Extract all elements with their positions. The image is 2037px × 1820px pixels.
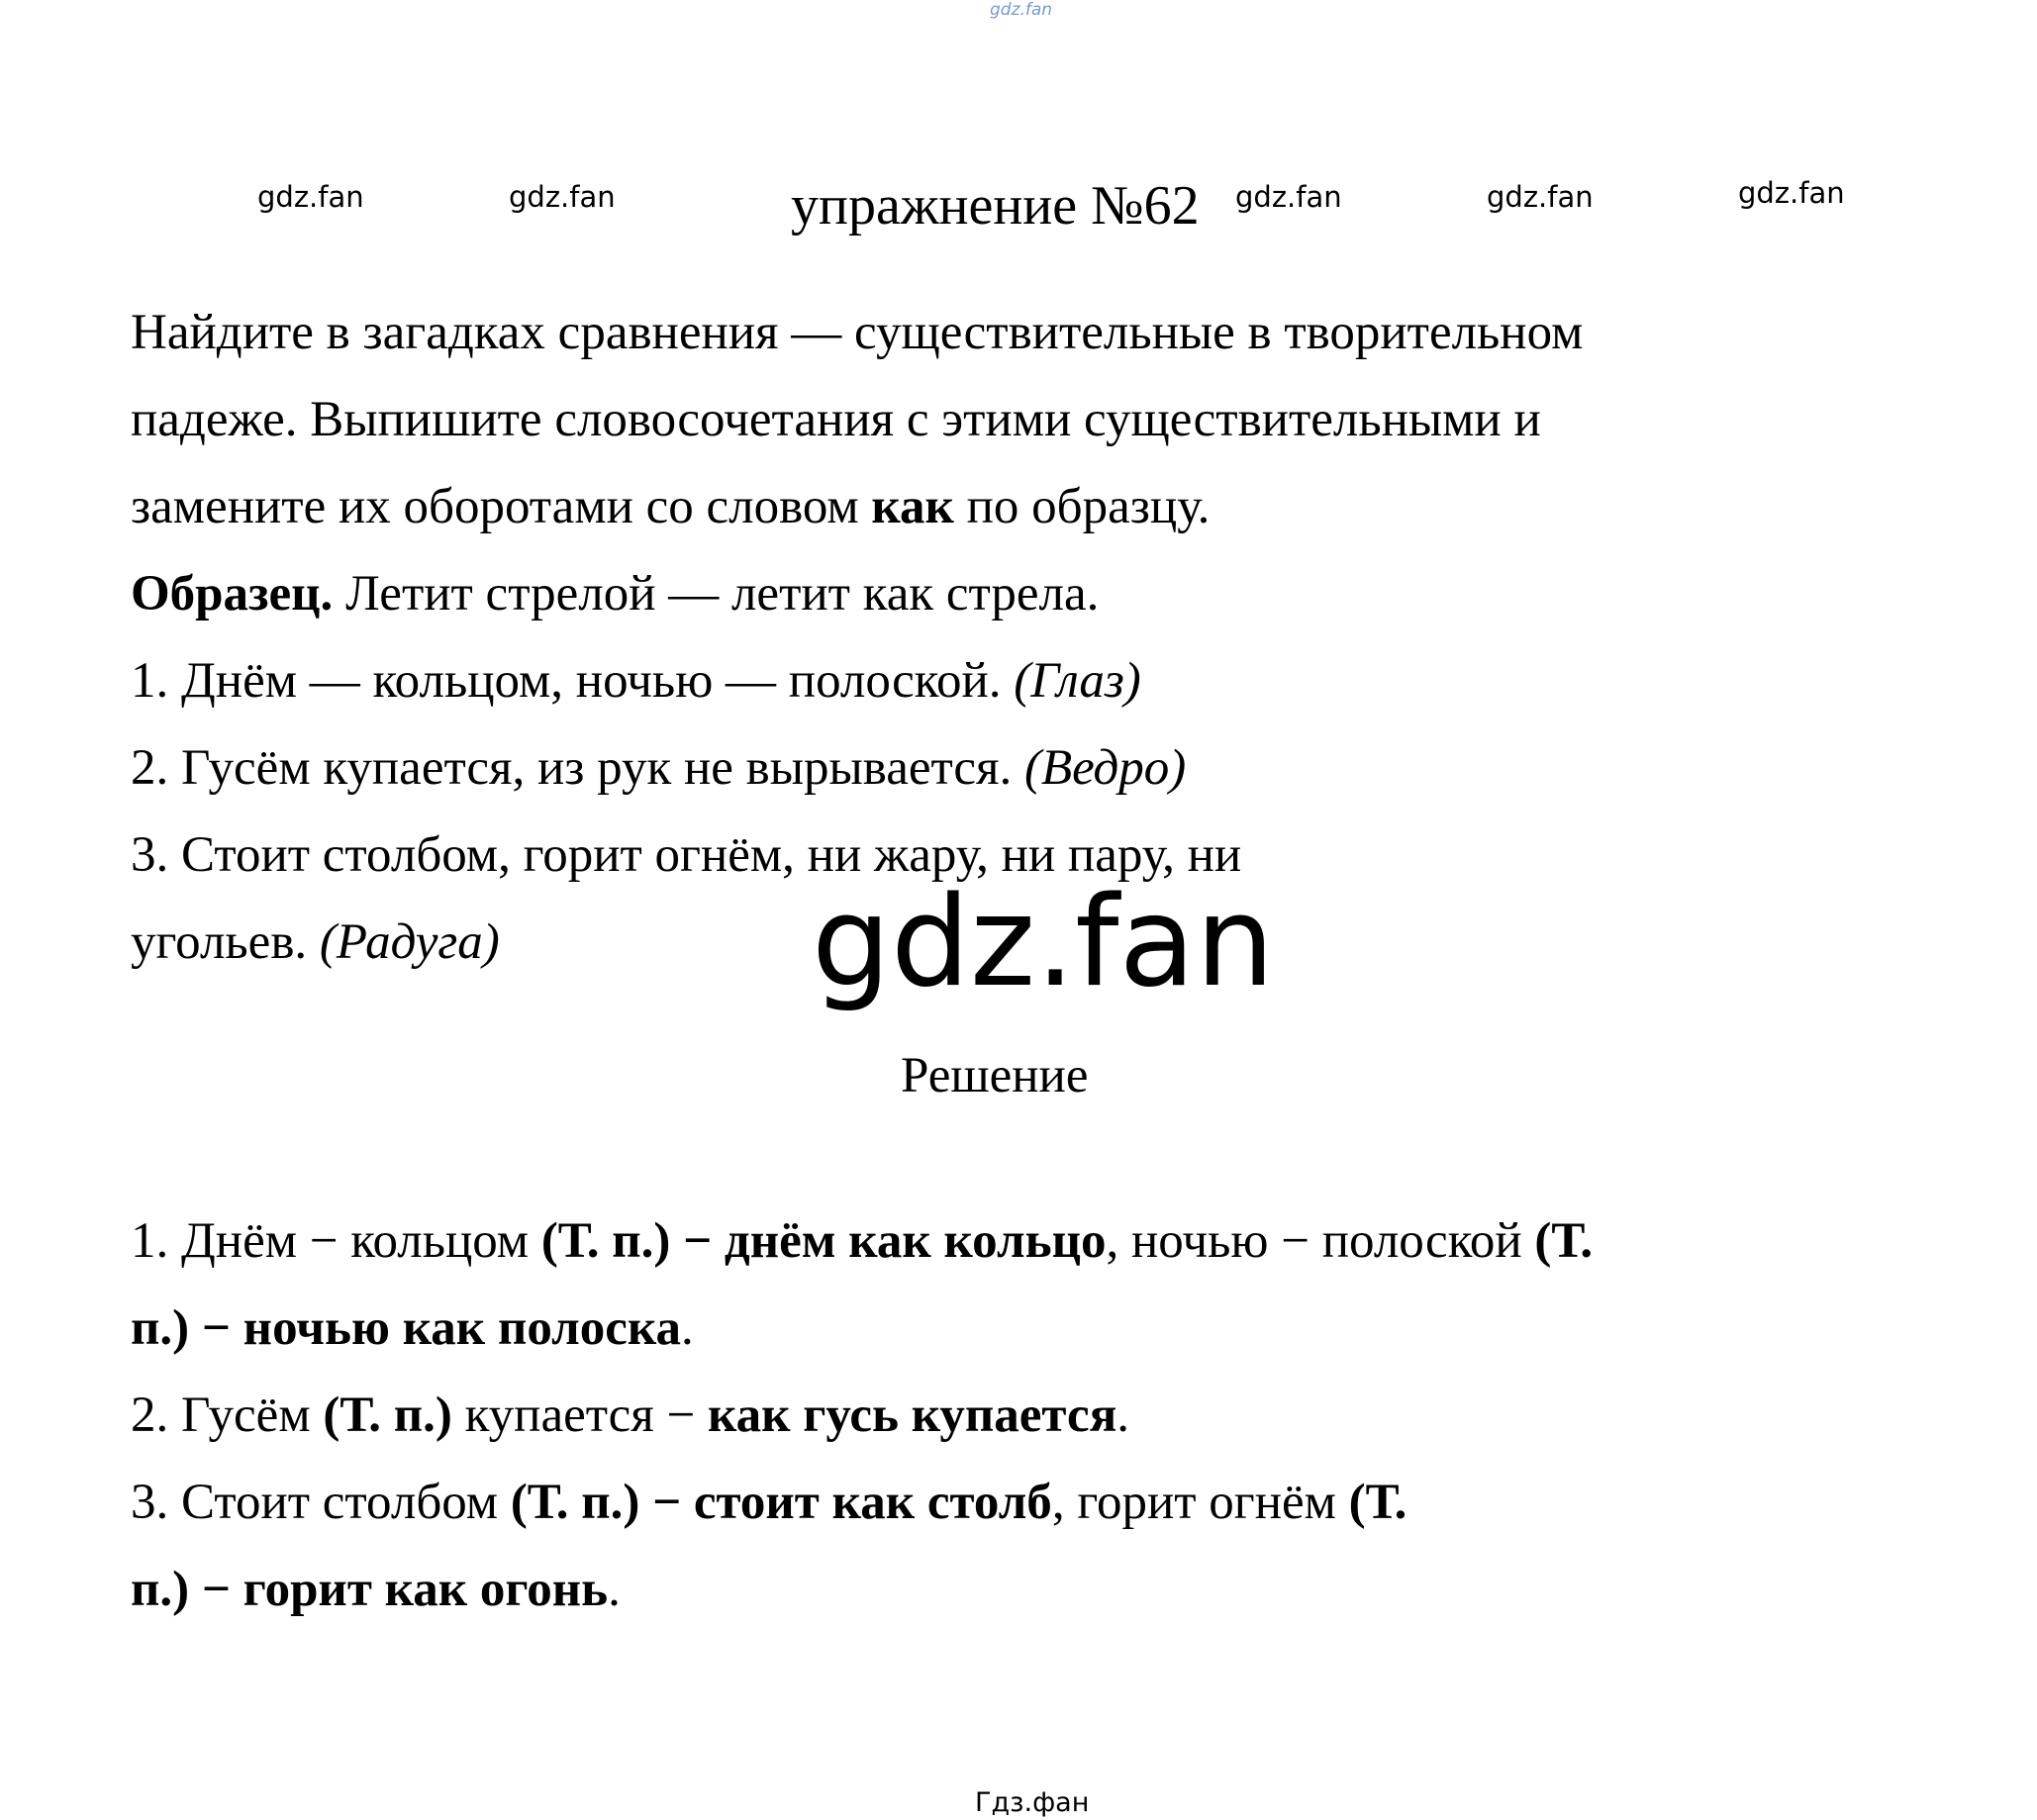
riddle-text: 1. Днём — кольцом, ночью — полоской. — [131, 653, 1015, 709]
solution-text: 2. Гусём — [131, 1388, 324, 1443]
task-line-2: падеже. Выпишите словосочетания с этими существительными и — [131, 392, 1541, 447]
solution-answer: (Т. п.) − днём как кольцо — [540, 1213, 1107, 1269]
task-line-3 — [131, 463, 1210, 550]
solution-answer: как гусь купается — [708, 1388, 1117, 1443]
watermark-header-5: gdz.fan — [1738, 176, 1845, 210]
sample-text: Летит стрелой — летит как стрела. — [333, 566, 1100, 622]
solution-heading: Решение — [901, 1048, 1089, 1103]
solution-line-4 — [131, 1459, 1406, 1546]
solution-line-3 — [131, 1372, 1129, 1459]
riddle-text: 3. Стоит столбом, горит огнём, ни жару, ни пару, ни — [131, 827, 1242, 883]
riddle-text: 2. Гусём купается, из рук не вырывается. — [131, 740, 1024, 796]
watermark-header-2: gdz.fan — [509, 180, 616, 214]
sample-label: Образец. — [131, 566, 334, 622]
solution-text: купается − — [451, 1388, 708, 1443]
solution-text: . — [1116, 1388, 1130, 1443]
task-line-3-end: по образцу. — [953, 479, 1211, 534]
riddle-3-continued — [131, 899, 500, 986]
solution-answer: (Т. п.) − стоит как столб — [510, 1475, 1052, 1530]
watermark-top: gdz.fan — [990, 0, 1053, 20]
footer-watermark: Гдз.фан — [975, 1787, 1090, 1818]
solution-text: , ночью − полоской — [1106, 1213, 1535, 1269]
solution-text: . — [608, 1562, 621, 1617]
watermark-header-4: gdz.fan — [1487, 180, 1594, 214]
solution-text: 1. Днём − кольцом — [131, 1213, 541, 1269]
solution-answer: (Т. — [1348, 1475, 1407, 1530]
solution-line-2 — [131, 1285, 694, 1372]
solution-text: , горит огнём — [1051, 1475, 1349, 1530]
sample-line — [131, 550, 1099, 637]
riddle-text: угольев. — [131, 914, 320, 970]
riddle-2 — [131, 724, 1186, 812]
solution-line-5 — [131, 1546, 621, 1633]
riddle-answer: (Радуга) — [319, 914, 500, 970]
watermark-header-3: gdz.fan — [1235, 180, 1342, 214]
watermark-center: gdz.fan — [812, 869, 1275, 1014]
solution-answer: п.) − горит как огонь — [131, 1562, 609, 1617]
task-line-1: Найдите в загадках сравнения — существительные в творительном — [131, 305, 1584, 360]
riddle-answer: (Глаз) — [1014, 653, 1141, 709]
watermark-header-1: gdz.fan — [257, 180, 364, 214]
solution-answer: (Т. п.) — [323, 1388, 452, 1443]
solution-text: . — [681, 1300, 694, 1356]
solution-text: 3. Стоит столбом — [131, 1475, 511, 1530]
riddle-answer: (Ведро) — [1023, 740, 1187, 796]
task-keyword: как — [871, 479, 954, 534]
riddle-1 — [131, 637, 1141, 724]
exercise-title: упражнение №62 — [791, 175, 1200, 237]
solution-answer: (Т. — [1534, 1213, 1594, 1269]
solution-answer: п.) − ночью как полоска — [131, 1300, 682, 1356]
solution-line-1 — [131, 1197, 1593, 1285]
task-line-3-start: замените их оборотами со словом — [131, 479, 872, 534]
